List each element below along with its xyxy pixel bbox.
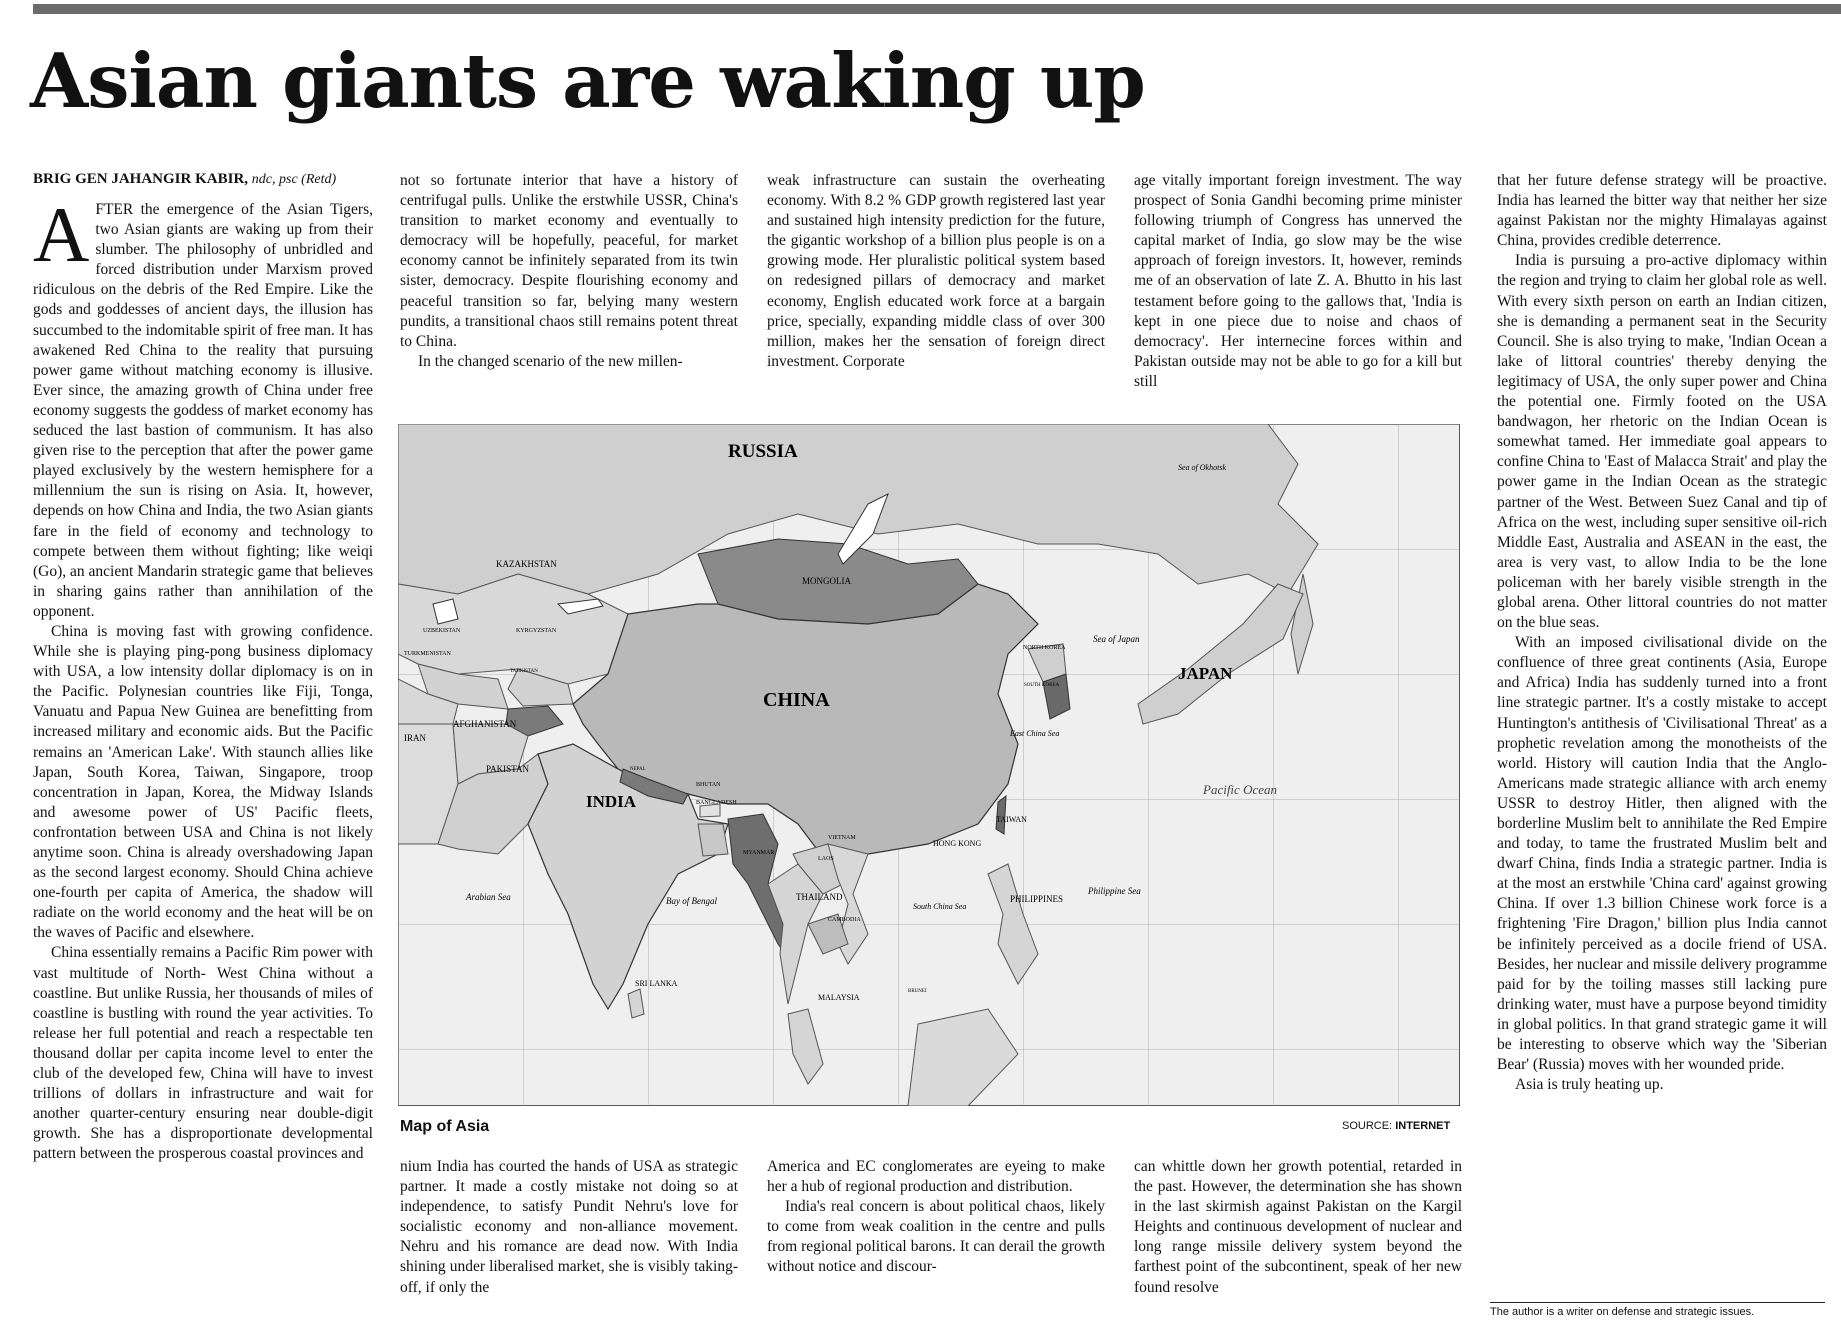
article-column-1	[33, 200, 373, 1335]
map-label-india: INDIA	[586, 792, 637, 811]
map-label-nepal: NEPAL	[630, 767, 646, 772]
article-column-5	[1497, 171, 1827, 1299]
map-label-uzbekistan: UZBEKISTAN	[423, 628, 461, 634]
map-source-value: INTERNET	[1395, 1120, 1451, 1132]
map-label-north-korea: NORTH KOREA	[1023, 645, 1066, 651]
map-label-pakistan: PAKISTAN	[486, 764, 529, 774]
map-label-bhutan: BHUTAN	[696, 782, 721, 788]
map-label-bay-bengal: Bay of Bengal	[666, 896, 717, 906]
paragraph: China is moving fast with growing confidence. While she is playing ping-pong business diplomacy with USA, a low intensity dollar diplomacy is on in the Pacific. Polynesian countries like Fiji, Tonga, Vanuatu and Papua New Guinea are benefitting from increased military and economic aids. But the Pacific remains an 'American Lake'. With staunch allies like Japan, South Korea, Taiwan, Singapore, troop concentration in Japan, Korea, the Midway Islands and awesome power of US' Pacific fleets, confrontation between USA and China is not likely anytime soon. China is already overshadowing Japan as the second largest economy. Should China achieve one-fourth per capita of America, the shadow will radiate on the world economy and the heat will be on the waves of Pacific and elsewhere.	[33, 622, 373, 942]
bangladesh-region	[698, 824, 728, 856]
map-label-afghanistan: AFGHANISTAN	[453, 719, 517, 729]
map-label-south-korea: SOUTH KOREA	[1024, 683, 1060, 688]
drop-cap: A	[33, 200, 90, 278]
paragraph: America and EC conglomerates are eyeing to make her a hub of regional production and distribution.	[767, 1158, 1105, 1196]
author-credentials: ndc, psc (Retd)	[251, 172, 337, 187]
paragraph: that her future defense strategy will be proactive. India has learned the bitter way that neither her size against Pakistan nor the mighty Himalayas against China, provides credible deterrence.	[1497, 172, 1827, 250]
map-graphic	[398, 424, 1460, 1106]
map-label-pacific: Pacific Ocean	[1203, 782, 1277, 797]
paragraph: age vitally important foreign investment. The way prospect of Sonia Gandhi becoming prime minister following triumph of Congress has unnerved the capital market of India, go slow may be the wise approach of foreign investors. It, however, reminds me of an observation of late Z. A. Bhutto in his last testament before going to the gallows that, 'India is kept in one piece due to noise and chaos of democracy'. Her internecine forces within and Pakistan outside may not be able to go for a kill but still	[1134, 172, 1462, 390]
byline	[33, 171, 336, 188]
paragraph: In the changed scenario of the new millen-	[418, 352, 683, 370]
paragraph: not so fortunate interior that have a history of centrifugal pulls. Unlike the erstwhile USSR, China's transition to market economy and eventually to democracy will be hopefully, peaceful, for market economy cannot be infinitely separated from its twin sister, democracy. Despite flourishing economy and peaceful transition so far, belying many western pundits, a transitional chaos still remains potent threat to China.	[400, 172, 738, 350]
top-rule	[33, 4, 1841, 14]
map-label-laos: LAOS	[818, 856, 834, 862]
paragraph: weak infrastructure can sustain the overheating economy. With 8.2 % GDP growth registered last year and sustained high intensity prediction for the future, the gigantic workshop of a billion plus people is on a growing mode. Her pluralistic political system based on redesigned pillars of democracy and market economy, English educated work force at a bargain price, specially, expanding middle class of over 300 million, makes her the sensation of foreign direct investment. Corporate	[767, 172, 1105, 370]
map-label-russia: RUSSIA	[728, 441, 798, 462]
paragraph: India's real concern is about political chaos, likely to come from weak coalition in the centre and pulls from regional political barons. It can derail the growth without notice and discour-	[767, 1198, 1105, 1276]
map-source	[1342, 1120, 1450, 1132]
map-of-asia	[398, 424, 1460, 1106]
map-label-brunei: BRUNEI	[908, 989, 927, 994]
article-column-2-top	[400, 171, 738, 403]
paragraph: China essentially remains a Pacific Rim power with vast multitude of North- West China without a coastline. But unlike Russia, her thousands of miles of coastline is bustling with round the year activities. To release her full potential and reach a respectable ten thousand dollar per capita income level to enter the club of the developed few, China will have to invest trillions of dollars in infrastructure and wait for another quarter-century ensuring near double-digit growth. She has a disproportionate developmental pattern between the prosperous coastal provinces and	[33, 944, 373, 1163]
map-label-malaysia: MALAYSIA	[818, 993, 860, 1002]
map-label-china: CHINA	[763, 689, 830, 711]
map-label-cambodia: CAMBODIA	[828, 917, 861, 923]
article-column-3-top	[767, 171, 1105, 403]
map-label-sea-okhotsk: Sea of Okhotsk	[1178, 463, 1226, 472]
map-label-vietnam: VIETNAM	[828, 835, 856, 841]
article-column-2-bottom	[400, 1157, 738, 1335]
aral-sea	[433, 599, 458, 624]
map-label-kazakhstan: KAZAKHSTAN	[496, 559, 557, 569]
map-label-turkmenistan: TURKMENISTAN	[404, 651, 451, 657]
map-label-east-china-sea: East China Sea	[1010, 729, 1060, 738]
map-label-sea-japan: Sea of Japan	[1093, 634, 1140, 644]
map-label-tajikistan: TAJIKISTAN	[510, 669, 538, 674]
map-label-south-china-sea: South China Sea	[913, 902, 967, 911]
map-label-hong-kong: HONG KONG	[933, 839, 982, 848]
map-label-philippine-sea: Philippine Sea	[1088, 886, 1141, 896]
map-label-bangladesh: BANGLADESH	[696, 800, 737, 806]
map-caption: Map of Asia	[400, 1118, 490, 1135]
paragraph: can whittle down her growth potential, retarded in the past. However, the determination she has shown in the last skirmish against Pakistan on the Kargil Heights and continuous development of nuclear and long range missile delivery system beyond the farthest point of the subcontinent, speak of her new found resolve	[1134, 1158, 1462, 1296]
article-column-4-bottom	[1134, 1157, 1462, 1335]
paragraph: With an imposed civilisational divide on the confluence of three great continents (Asia, Europe and Africa) India has suddenly turned into a front line strategic partner. It's a costly mistake to accept Huntington's antithesis of 'Civilisational Threat' as a prophetic revelation among the monotheists of the world. History will caution India that the Anglo-Americans made strategic alliance with arch enemy USSR to destroy Hitler, then aligned with the borderline Muslim belt to annihilate the Red Empire and today, to tame the frustrated Muslim belt and dwarf China, finds India a strategic partner. India is at the most an erstwhile 'China card' against growing China. If over 1.3 billion Chinese work force is a frightening 'Fire Dragon,' billion plus India cannot be infinitely perceived as a docile friend of USA. Besides, her nuclear and missile delivery programme paid for by the toiling masses still lacking pure drinking water, must have a purpose beyond timidity in global politics. In that grand strategic game it will be interesting to observe which way the 'Siberian Bear' (Russia) moves with her wounded pride.	[1497, 634, 1827, 1074]
map-label-arabian-sea: Arabian Sea	[466, 892, 511, 902]
author-footnote: The author is a writer on defense and strategic issues.	[1490, 1302, 1825, 1318]
map-label-japan: JAPAN	[1178, 664, 1233, 683]
paragraph: nium India has courted the hands of USA as strategic partner. It made a costly mistake not doing so at independence, to satisfy Pundit Nehru's love for socialistic economy and non-alliance movement. Nehru and his romance are dead now. With India shining under liberalised market, she is visibly taking-off, if only the	[400, 1158, 738, 1296]
article-column-3-bottom	[767, 1157, 1105, 1335]
map-label-sri-lanka: SRI LANKA	[635, 979, 678, 988]
map-label-iran: IRAN	[404, 733, 426, 743]
paragraph: FTER the emergence of the Asian Tigers, two Asian giants are waking up from their slumber. The philosophy of unbridled and forced distribution under Marxism proved ridiculous on the debris of the Red Empire. Like the gods and goddesses of ancient days, the illusion has succumbed to the indomitable spirit of free man. It has awakened Red China to the reality that pursuing power game without matching economy is illusive. Ever since, the amazing growth of China under free economy suggests the goddess of market economy has seduced the last bastion of communism. It has also given rise to the perception that after the power game played exclusively by the western hemisphere for a millennium the sun is rising on Asia. It, however, depends on how China and India, the two Asian giants fare in the field of economy and technology to compete between them without fighting; like weiqi (Go), an ancient Mandarin strategic game that believes in sharing gains rather than annihilation of the opponent.	[33, 201, 373, 620]
author-name: BRIG GEN JAHANGIR KABIR,	[33, 171, 249, 187]
map-label-myanmar: MYANMAR	[743, 850, 775, 856]
headline: Asian giants are waking up	[30, 37, 1145, 125]
paragraph: India is pursuing a pro-active diplomacy within the region and trying to claim her global role as well. With every sixth person on earth an Indian citizen, she is demanding a permanent seat in the Security Council. She is also trying to make, 'Indian Ocean a lake of littoral countries' thereby denying the legitimacy of USA, the only super power and China the potential one. Firmly footed on the USA bandwagon, her rhetoric on the Indian Ocean is somewhat tamed. Her immediate goal appears to confine China to 'East of Malacca Strait' and play the power game in the Indian Ocean as the strategic partner of the West. Between Suez Canal and tip of Africa on the west, including super sensitive oil-rich Middle East, Australia and ASEAN in the east, the area is very vast, to allow India to be the lone policeman with her barely visible strength in the global arena. Other littoral countries do not matter on the blue seas.	[1497, 252, 1827, 632]
article-column-4-top	[1134, 171, 1462, 403]
map-label-kyrgyzstan: KYRGYZSTAN	[516, 628, 557, 634]
map-source-label: SOURCE:	[1342, 1120, 1393, 1132]
paragraph: Asia is truly heating up.	[1515, 1076, 1664, 1094]
map-label-taiwan: TAIWAN	[996, 815, 1027, 824]
map-label-thailand: THAILAND	[796, 892, 843, 902]
map-label-philippines: PHILIPPINES	[1010, 894, 1064, 904]
map-label-mongolia: MONGOLIA	[802, 576, 851, 586]
